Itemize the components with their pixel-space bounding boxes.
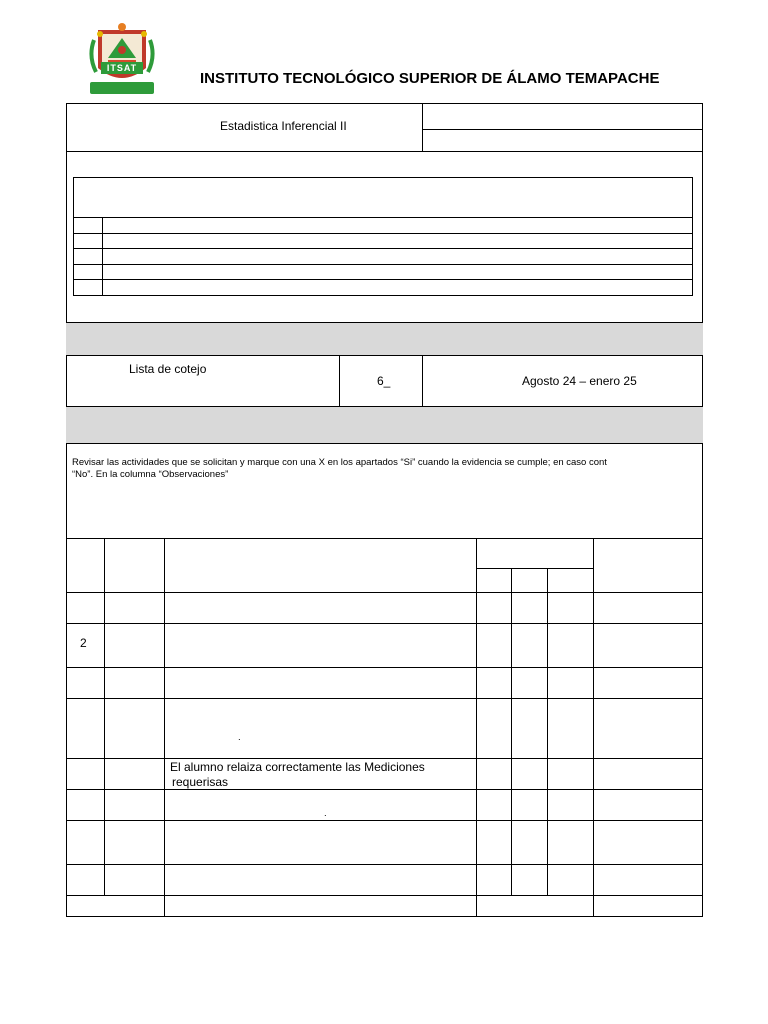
instructions-line-1: Revisar las actividades que se solicitan y marque con una X en los apartados “Si” cuando la evidencia se cumple; en caso cont [72, 457, 607, 468]
institute-name: INSTITUTO TECNOLÓGICO SUPERIOR DE ÁLAMO TEMAPACHE [200, 70, 660, 87]
institute-logo [88, 22, 156, 98]
instructions-line-2: “No”. En la columna “Observaciones” [72, 469, 229, 480]
row-line-3 [66, 667, 703, 668]
logo-lettering: ITSAT [101, 62, 143, 74]
instrument-divider-1 [339, 356, 340, 406]
row-line-4 [66, 698, 703, 699]
gray-band-1 [66, 322, 703, 356]
row-line-9 [66, 895, 703, 896]
section1-bottom-line [66, 151, 703, 152]
checklist-top-line [66, 538, 703, 539]
instrument-divider-2 [422, 356, 423, 406]
criterion-text-line-1: El alumno relaiza correctamente las Mediciones [170, 760, 425, 774]
row-2-number: 2 [80, 636, 87, 650]
inner-table-line-4 [73, 264, 693, 265]
inner-table-line-3 [73, 248, 693, 249]
row-line-7 [66, 820, 703, 821]
row-line-5 [66, 758, 703, 759]
row-line-6 [66, 789, 703, 790]
inner-table-line-5 [73, 279, 693, 280]
inner-table-col-divider [102, 217, 103, 296]
gray-band-2 [66, 406, 703, 444]
col-yes-divider [511, 568, 512, 895]
unit-number: 6_ [377, 374, 391, 388]
criterion-text-line-2: requerisas [172, 775, 229, 789]
row-4-dot: . [238, 732, 241, 743]
subject-divider [422, 103, 423, 151]
col-criteria-divider [476, 538, 477, 917]
school-period: Agosto 24 – enero 25 [522, 374, 637, 388]
inner-table-line-2 [73, 233, 693, 234]
col-observations-divider [593, 538, 594, 917]
row-line-8 [66, 864, 703, 865]
col-no-divider [547, 568, 548, 895]
instrument-name: Lista de cotejo [129, 362, 207, 376]
row-line-2 [66, 623, 703, 624]
header-subline [476, 568, 593, 569]
row-6-dot: . [324, 808, 327, 819]
col-value-divider [164, 538, 165, 917]
row-line-1 [66, 592, 703, 593]
course-name: Estadistica Inferencial II [220, 119, 347, 133]
subject-right-mid-line [422, 129, 703, 130]
inner-table-line-1 [73, 217, 693, 218]
